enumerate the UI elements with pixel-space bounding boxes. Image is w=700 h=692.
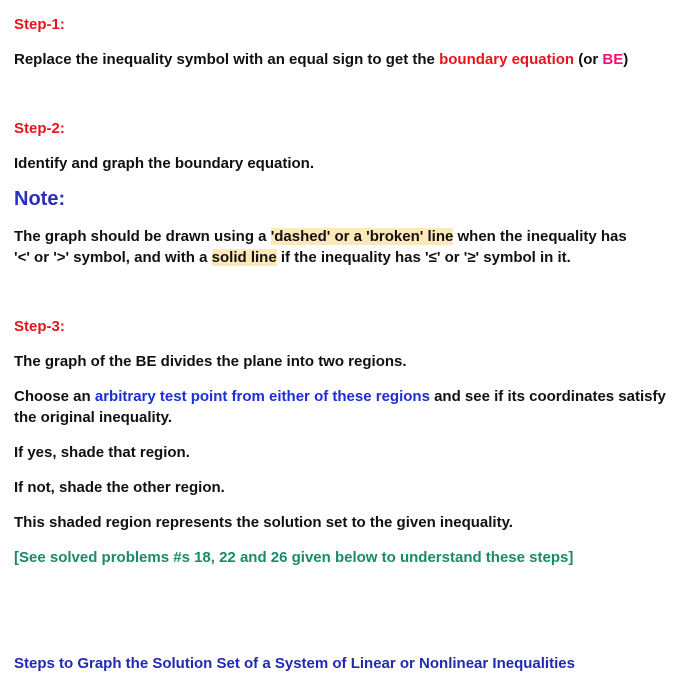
solid-line-highlight: solid line xyxy=(211,249,277,266)
step1-text-a: Replace the inequality symbol with an equal sign to get the xyxy=(14,51,440,68)
note-line2-b: if the inequality has xyxy=(276,249,426,266)
note-line2-or: or xyxy=(440,249,464,266)
dashed-line-highlight: 'dashed' or a 'broken' line xyxy=(270,228,454,245)
note-line1-b: when the inequality has xyxy=(453,228,627,245)
step3-text-2 xyxy=(14,386,690,428)
note-heading: Note: xyxy=(14,188,66,210)
step1-heading: Step-1: xyxy=(14,16,65,33)
note-line2-a: '<' or '>' symbol, and with a xyxy=(14,249,212,266)
step3-text-3: If yes, shade that region. xyxy=(14,444,190,461)
step1-text xyxy=(14,49,690,70)
be-term: BE xyxy=(602,51,624,68)
step2-text: Identify and graph the boundary equation. xyxy=(14,155,315,172)
step1-text-c: ) xyxy=(623,51,629,68)
step3-text2-b: and see if its coordinates satisfy the original inequality. xyxy=(14,388,666,426)
less-equal-symbol: '≤' xyxy=(425,249,441,266)
note-line1-a: The graph should be drawn using a xyxy=(14,228,271,245)
note-line2-c: symbol in it. xyxy=(479,249,571,266)
step1-text-b: (or xyxy=(574,51,603,68)
step3-text-1: The graph of the BE divides the plane into two regions. xyxy=(14,353,407,370)
step3-heading: Step-3: xyxy=(14,318,65,335)
greater-equal-symbol: '≥' xyxy=(463,249,480,266)
solved-problems-note: [See solved problems #s 18, 22 and 26 given below to understand these steps] xyxy=(14,549,574,566)
note-line-2 xyxy=(14,247,690,268)
note-line-1 xyxy=(14,226,690,247)
system-inequalities-link[interactable]: Steps to Graph the Solution Set of a System of Linear or Nonlinear Inequalities xyxy=(14,655,575,672)
step2-heading: Step-2: xyxy=(14,120,65,137)
step3-text2-a: Choose an xyxy=(14,388,95,405)
boundary-equation-term: boundary equation xyxy=(439,51,575,68)
test-point-highlight: arbitrary test point from either of these regions xyxy=(94,388,430,405)
step3-text-5: This shaded region represents the solution set to the given inequality. xyxy=(14,514,513,531)
step3-text-4: If not, shade the other region. xyxy=(14,479,225,496)
